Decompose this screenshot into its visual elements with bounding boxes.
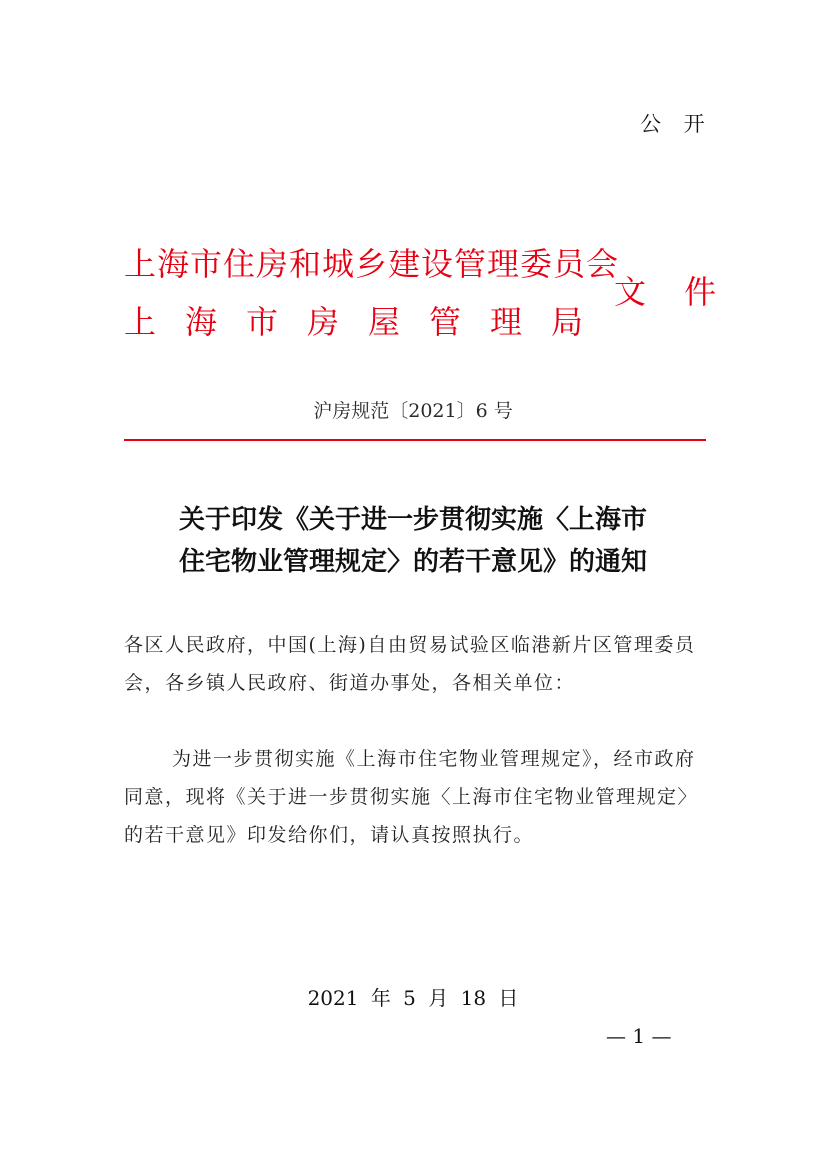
agency2-char: 上 (124, 303, 157, 341)
document-title-line-1: 关于印发《关于进一步贯彻实施〈上海市 (178, 505, 647, 535)
document-number: 沪房规范〔2021〕6 号 (313, 400, 513, 422)
agency2-char: 管 (429, 303, 462, 341)
issue-date: 2021 年 5 月 18 日 (307, 986, 519, 1010)
page-number: — 1 — (606, 1024, 672, 1048)
document-type-label: 文 件 (614, 273, 731, 311)
agency2-char: 屋 (368, 303, 401, 341)
body-paragraph: 为进一步贯彻实施《上海市住宅物业管理规定》，经市政府同意，现将《关于进一步贯彻实施〈上海市住宅物业管理规定〉的若干意见》印发给你们，请认真按照执行。 (124, 748, 699, 846)
issuing-agency-1: 上海市住房和城乡建设管理委员会 (124, 245, 620, 283)
agency2-char: 海 (185, 303, 218, 341)
red-divider (124, 439, 706, 441)
issuing-agency-2 (124, 303, 584, 341)
agency2-char: 市 (246, 303, 279, 341)
disclosure-label: 公 开 (640, 112, 713, 136)
agency2-char: 理 (490, 303, 523, 341)
agency2-char: 局 (551, 303, 584, 341)
document-title-line-2: 住宅物业管理规定〉的若干意见》的通知 (178, 547, 647, 577)
agency2-char: 房 (307, 303, 340, 341)
recipients: 各区人民政府，中国(上海)自由贸易试验区临港新片区管理委员会，各乡镇人民政府、街道办事处，各相关单位： (124, 634, 696, 694)
